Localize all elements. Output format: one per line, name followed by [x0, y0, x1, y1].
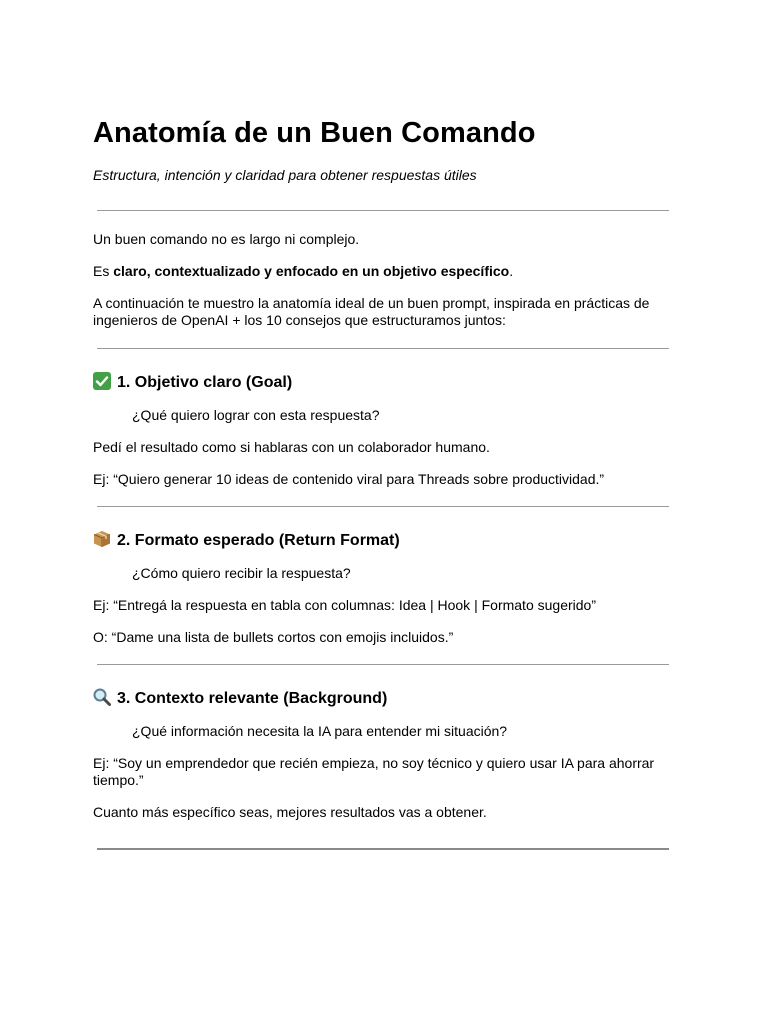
- page-subtitle: Estructura, intención y claridad para obtener respuestas útiles: [93, 167, 477, 183]
- package-icon: [93, 530, 111, 548]
- section-heading-text: 3. Contexto relevante (Background): [117, 690, 388, 707]
- document-body: [93, 112, 673, 850]
- section-example: O: “Dame una lista de bullets cortos con emojis incluidos.”: [93, 629, 454, 645]
- divider: [97, 664, 669, 665]
- intro-line-2-suffix: .: [509, 263, 514, 279]
- divider: [97, 848, 669, 850]
- intro-line-3: A continuación te muestro la anatomía ideal de un buen prompt, inspirada en prácticas de ingenieros de OpenAI + los 10 consejos que estructuramos juntos:: [93, 295, 650, 328]
- section-heading-format: [93, 530, 673, 551]
- intro-line-2-prefix: Es: [93, 263, 114, 279]
- section-question: ¿Qué quiero lograr con esta respuesta?: [132, 407, 380, 423]
- section-question: ¿Cómo quiero recibir la respuesta?: [132, 565, 351, 581]
- section-paragraph: Pedí el resultado como si hablaras con un colaborador humano.: [93, 439, 490, 455]
- section-heading-background: [93, 688, 673, 709]
- magnifying-glass-icon: [93, 688, 111, 706]
- section-heading-goal: [93, 372, 673, 393]
- divider: [97, 210, 669, 211]
- section-heading-text: 2. Formato esperado (Return Format): [117, 532, 400, 549]
- check-mark-icon: [93, 372, 111, 390]
- intro-line-2: [93, 263, 673, 280]
- section-heading-text: 1. Objetivo claro (Goal): [117, 374, 293, 391]
- intro-line-1: Un buen comando no es largo ni complejo.: [93, 231, 360, 247]
- section-paragraph: Cuanto más específico seas, mejores resultados vas a obtener.: [93, 804, 487, 820]
- page-title: Anatomía de un Buen Comando: [93, 117, 536, 149]
- divider: [97, 506, 669, 507]
- section-example: Ej: “Entregá la respuesta en tabla con columnas: Idea | Hook | Formato sugerido”: [93, 597, 596, 613]
- section-example: Ej: “Soy un emprendedor que recién empieza, no soy técnico y quiero usar IA para ahorrar tiempo.”: [93, 755, 655, 788]
- section-example: Ej: “Quiero generar 10 ideas de contenido viral para Threads sobre productividad.”: [93, 471, 605, 487]
- section-question: ¿Qué información necesita la IA para entender mi situación?: [132, 723, 508, 739]
- divider: [97, 348, 669, 349]
- intro-line-2-bold: claro, contextualizado y enfocado en un objetivo específico: [113, 263, 510, 279]
